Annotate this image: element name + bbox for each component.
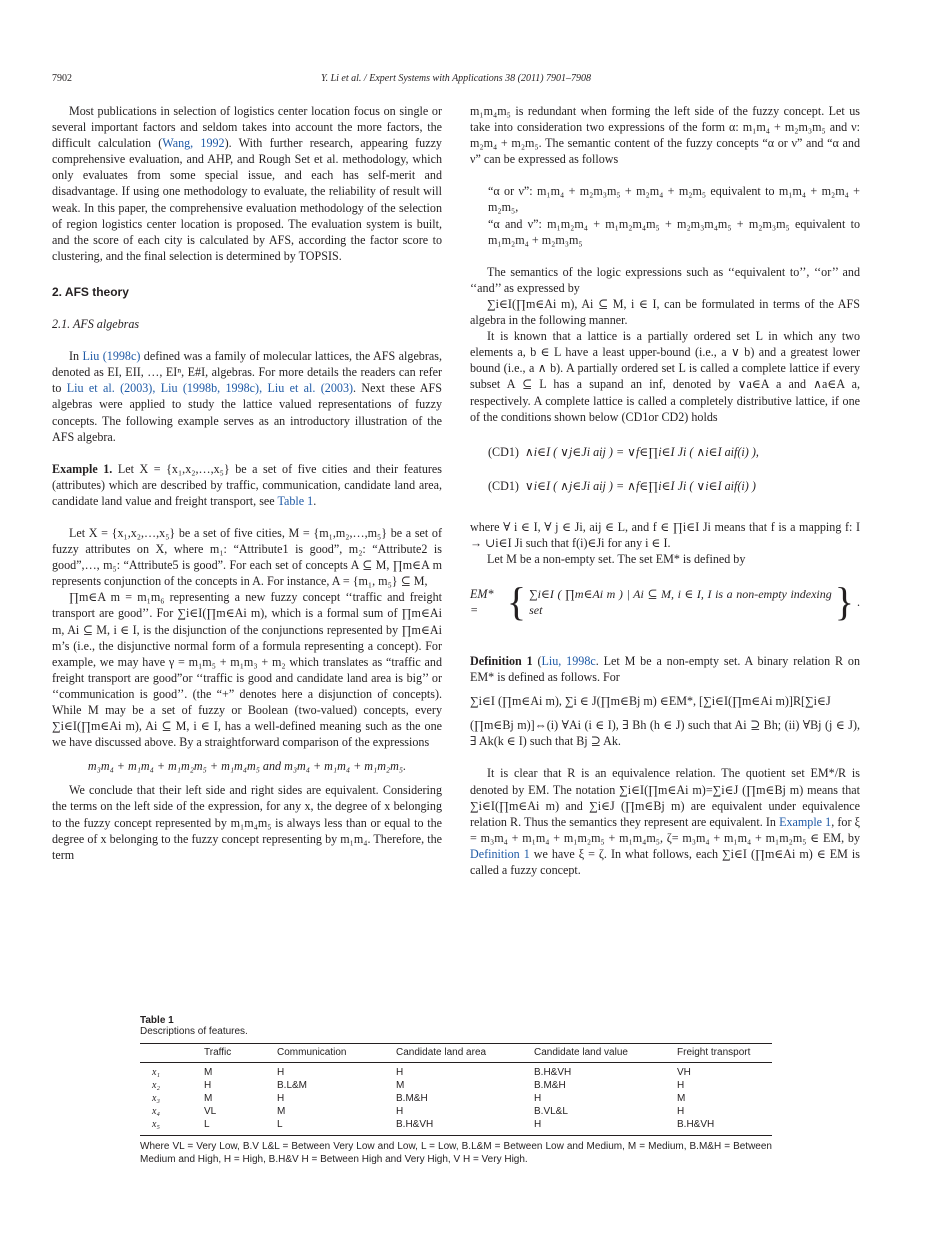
table-row: x₄ VL M H B.VL&L H (152, 1106, 685, 1117)
table-row: x₅ L L B.H&VH H B.H&VH (152, 1119, 715, 1130)
table-row: x₂ H B.L&M M B.M&H H (152, 1080, 685, 1091)
features-table (140, 1015, 772, 1166)
table-row: x₁ M H H B.H&VH VH (152, 1067, 691, 1078)
body-paragraph: ∏m∈A m = m₁m₆ representing a new fuzzy concept ‘‘traffic and freight transport are good’’. For ∑i∈I(∏m∈Ai m), which is a formal sum of ∏m∈Ai m, Ai ⊆ M, i ∈ I, is the disjunction of the conjunctions represented by ∏m∈Ai m’s (i.e., the disjunctive normal form of a formula representing a concept). For example, we may have γ = m₁m₅ + m₁m₃ + m₂ which translates as “traffic and freight transport are good”or ‘‘traffic is good and candidate land area is big’’ or ‘‘communication is good’’. (the “+” denotes here a disjunction of concepts). While M may be a set of fuzzy or Boolean (two-valued) concepts, every ∑i∈I(∏m∈Ai m), Ai ⊆ M, i ∈ I, has a well-defined meaning such as the one we have discussed above. By a straightforward comparison of the expressions (52, 590, 442, 750)
column-header: Traffic (204, 1047, 232, 1058)
body-paragraph: where ∀ i ∈ I, ∀ j ∈ Ji, aij ∈ L, and f ∈ ∏i∈I Ji means that f is a mapping f: I → ∪i∈I Ji such that f(i)∈Ji for any i ∈ I. (470, 519, 860, 550)
ref-link[interactable]: Liu (1998c) (82, 349, 141, 364)
definition-label: Definition 1 (470, 653, 533, 668)
intro-paragraph: Most publications in selection of logistics center location focus on single or several important factors and seldom takes into account the more factors, the difficult calculation (Wang, 1992). With further research, appearing fuzzy comprehensive evaluation, and AHP, and Rough Set et al. methodology, which only evaluates from some special issue, and each has self-merit and disadvantage. If using one methodology to evaluate, the reliability of result will weak. In this paper, the comprehensive evaluation methodology of the selection of region logistics center location is proposed. The evaluation system is built, and the score of each city is calculated by AFS, according the factor score to clustering, and the final selection is determined by TOPSIS. (52, 104, 442, 263)
table-ref-link[interactable]: Table 1 (277, 493, 314, 508)
definition-ref-link[interactable]: Definition 1 (470, 846, 530, 861)
example-ref-link[interactable]: Example 1 (779, 814, 832, 829)
page-number: 7902 (52, 73, 72, 84)
definition-formula: ∑i∈I (∏m∈Ai m), ∑i ∈ J(∏m∈Bj m) ∈EM*, [∑i∈I(∏m∈Ai m)]R[∑i∈J (470, 694, 831, 709)
cd1-equation: (CD1) ∧i∈I ( ∨j∈Ji aij ) = ∨f∈∏i∈I Ji ( ∧i∈I aif(i) ), (488, 444, 759, 459)
table-caption: Descriptions of features. (140, 1026, 248, 1037)
column-header: Communication (277, 1047, 347, 1058)
right-column (470, 103, 860, 878)
table-header-row (140, 1044, 772, 1063)
body-paragraph: Let M be a non-empty set. The set EM* is defined by (487, 551, 746, 566)
em-definition: EM* = { ∑i∈I ( ∏m∈Ai m ) | Ai ⊆ M, i ∈ I, I is a non-empty indexing set } . (470, 578, 860, 624)
definition-paragraph: Definition 1 (Liu, 1998c. Let M be a non-empty set. A binary relation R on EM* is defined as follows. For (470, 653, 860, 685)
example-paragraph: Example 1. Let X = {x₁,x₂,…,x₅} be a set of five cities and their features (attributes) which are described by traffic, communication, candidate land area, candidate land value and freight transport, see Table 1. (52, 461, 442, 508)
definition-formula: (∏m∈Bj m)]⇔(i) ∀Ai (i ∈ I), ∃ Bh (h ∈ J) such that Ai ⊇ Bh; (ii) ∀Bj (j ∈ J), ∃ Ak(k ∈ I) such that Bj ⊇ Ak. (470, 718, 860, 749)
subsection-title: 2.1. AFS algebras (52, 317, 140, 332)
cd-equations (488, 435, 860, 503)
table-row: x₃ M H B.M&H H M (152, 1093, 686, 1104)
section-title: 2. AFS theory (52, 284, 129, 299)
and-expression: “α and ν”: m₁m₂m₄ + m₁m₂m₄m₅ + m₂m₃m₄m₅ + m₂m₃m₅ equivalent to m₁m₂m₄ + m₂m₃m₅ (488, 216, 860, 247)
page-header (52, 73, 860, 87)
body-paragraph: ∑i∈I(∏m∈Ai m), Ai ⊆ M, i ∈ I, can be formulated in terms of the AFS algebra in the following manner. (470, 296, 860, 328)
column-header: Candidate land area (396, 1047, 487, 1058)
table-footnote: Where VL = Very Low, B.V L&L = Between Very Low and Low, L = Low, B.L&M = Between Low and Medium, M = Medium, B.M&H = Between Medium and High, H = High, B.H&V H = Between High and Very High, V H = Very High. (140, 1135, 772, 1166)
column-header (140, 1044, 204, 1063)
left-column (52, 103, 442, 863)
ref-link[interactable]: Wang, 1992 (162, 136, 225, 151)
body-paragraph: Let X = {x₁,x₂,…,x₅} be a set of five cities, M = {m₁,m₂,…,m₅} be a set of fuzzy attributes on X, where m₁: “Attribute1 is good”, m₂: “Attribute2 is good”,…, m₅: “Attribute5 is good”. For each set of concepts A ⊆ M, ∏m∈A m represents conjunction of the concepts in A. For instance, A = {m₁, m₅} ⊆ M, (52, 525, 442, 589)
afs-paragraph: In Liu (1998c) defined was a family of molecular lattices, the AFS algebras, denoted as EI, EII, …, EIⁿ, E#I, algebras. For more details the readers can refer to Liu et al. (2003), Liu (1998b, 1998c), Liu et al. (2003). Next these AFS algebras were applied to study the lattice valued representations of fuzzy concepts. The following example serves as an introductory illustration of the AFS algebra. (52, 349, 442, 444)
column-header: Candidate land value (534, 1047, 628, 1058)
display-expression: m₃m₄ + m₁m₄ + m₁m₂m₅ + m₁m₄m₅ and m₃m₄ + m₁m₄ + m₁m₂m₅. (87, 759, 407, 774)
column-header: Freight transport (677, 1047, 751, 1058)
ref-link[interactable]: Liu, 1998c (541, 653, 596, 668)
body-paragraph: m₁m₄m₅ is redundant when forming the left side of the fuzzy concept. Let us take into consideration two expressions of the form α: m₁m₄ + m₂m₃m₅ and ν: m₂m₄ + m₂m₅. The semantic content of the fuzzy concepts “α or ν” and “α and ν” can be expressed as follows (470, 104, 860, 167)
example-label: Example 1. (52, 461, 113, 476)
body-paragraph: The semantics of the logic expressions such as ‘‘equivalent to’’, ‘‘or’’ and ‘‘and’’ as expressed by (470, 264, 860, 295)
body-paragraph: It is clear that R is an equivalence relation. The quotient set EM*/R is denoted by EM. The notation ∑i∈I(∏m∈Ai m)=∑i∈J (∏m∈Bj m) means that ∑i∈I(∏m∈Ai m) and ∑i∈J (∏m∈Bj m) are equivalent under equivalence relation R. Thus the semantics they represent are equivalent. In Example 1, for ξ = m₃m₄ + m₁m₄ + m₁m₂m₅ + m₁m₄m₅, ζ= m₃m₄ + m₁m₄ + m₁m₂m₅ ∈ EM, by Definition 1 we have ξ = ζ. In what follows, each ∑i∈I (∏m∈Ai m) ∈ EM is called a fuzzy concept. (470, 766, 860, 877)
ref-link[interactable]: Liu et al. (2003), Liu (1998b, 1998c), Liu et al. (2003) (66, 381, 354, 396)
or-expression: “α or ν”: m₁m₄ + m₂m₃m₅ + m₂m₄ + m₂m₅ equivalent to m₁m₄ + m₂m₄ + m₂m₅, (488, 184, 860, 215)
cd2-equation: (CD1) ∨i∈I ( ∧j∈Ji aij ) = ∧f∈∏i∈I Ji ( ∨i∈I aif(i) ) (488, 478, 756, 493)
table-grid (140, 1043, 772, 1135)
journal-citation: Y. Li et al. / Expert Systems with Applications 38 (2011) 7901–7908 (320, 73, 592, 84)
body-paragraph: We conclude that their left side and right sides are equivalent. Considering the terms on the left side of the expression, for any x, the degree of x belonging to the fuzzy concept represented by m₁m₄m₅ is always less than or equal to the degree of x belonging to the fuzzy concept representing by m₁m₄. Therefore, the term (52, 783, 442, 862)
table-title: Table 1 (140, 1015, 174, 1026)
body-paragraph: It is known that a lattice is a partially ordered set L in which any two elements a, b ∈ L have a least upper-bound (i.e., a ∨ b) and a greatest lower bound (i.e., a ∧ b). A partially ordered set L is called a complete lattice if every subset A ⊆ L has a supand an inf, denoted by ∨a∈A a and ∧a∈A a, respectively. A complete lattice is called a completely distributive lattice, if one of the conditions shown below (CD1or CD2) holds (470, 329, 860, 424)
